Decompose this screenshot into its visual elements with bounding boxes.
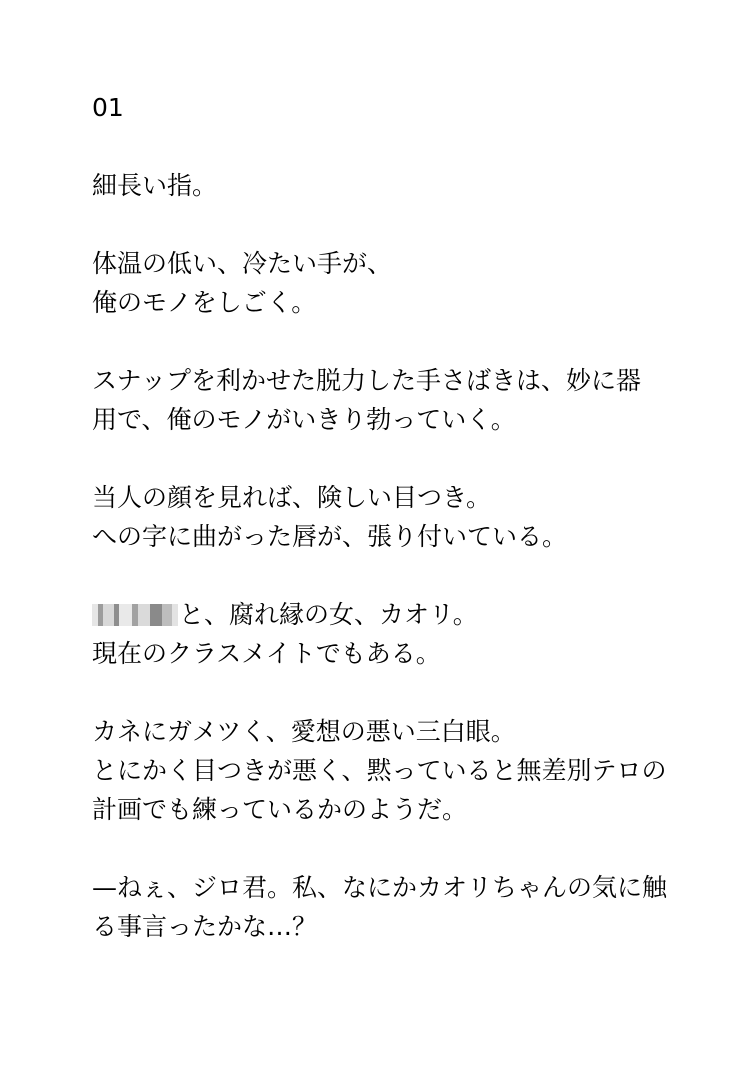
text-line: 体温の低い、冷たい手が、	[92, 249, 393, 278]
text-line: る事言ったかな…？	[92, 912, 318, 941]
text-line: とにかく目つきが悪く、黙っていると無差別テロの	[92, 756, 667, 785]
chapter-number: 01	[92, 93, 124, 122]
blank-line	[92, 829, 692, 868]
blank-line	[92, 673, 692, 712]
page-text-body	[92, 88, 692, 946]
censored-name-mosaic	[92, 604, 178, 626]
text-line: 俺のモノをしごく。	[92, 288, 317, 317]
blank-line	[92, 205, 692, 244]
text-line: 細長い指。	[92, 171, 218, 200]
censored-text-line	[92, 595, 692, 634]
blank-line	[92, 439, 692, 478]
text-line: 当人の顔を見れば、険しい目つき。	[92, 483, 492, 512]
text-line: カネにガメツく、愛想の悪い三白眼。	[92, 717, 516, 746]
blank-line	[92, 322, 692, 361]
text-line: —ねぇ、ジロ君。私、なにかカオリちゃんの気に触	[92, 873, 668, 902]
text-line: スナップを利かせた脱力した手さばきは、妙に器	[92, 366, 642, 395]
text-line: 用で、俺のモノがいきり勃っていく。	[92, 405, 516, 434]
text-line: 計画でも練っているかのようだ。	[92, 795, 468, 824]
blank-line	[92, 127, 692, 166]
text-line: への字に曲がった唇が、張り付いている。	[92, 522, 568, 551]
blank-line	[92, 556, 692, 595]
text-line: 現在のクラスメイトでもある。	[92, 639, 441, 668]
censored-line-suffix: と、腐れ縁の女、カオリ。	[179, 600, 478, 629]
